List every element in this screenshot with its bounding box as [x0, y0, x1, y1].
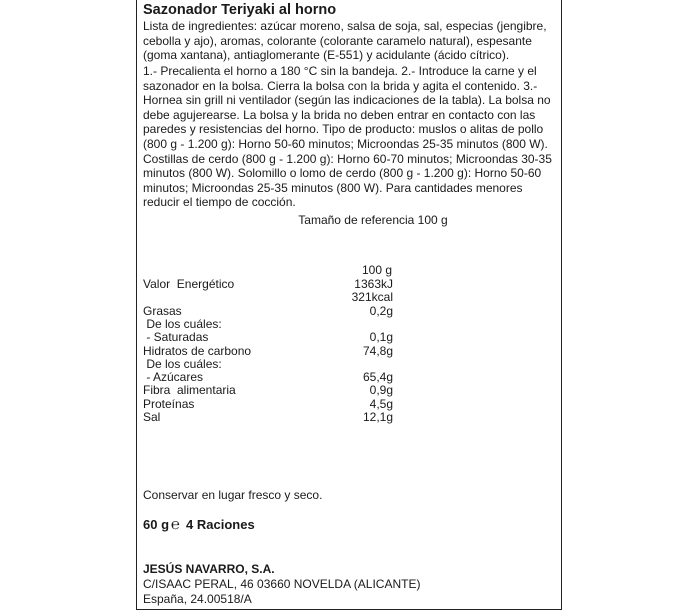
storage-instructions: Conservar en lugar fresco y seco.: [143, 488, 323, 502]
nutrient-label: Fibra alimentaria: [143, 383, 236, 398]
cooking-instructions: 1.- Precalienta el horno a 180 °C sin la bandeja. 2.- Introduce la carne y el sazonador en la bolsa. Cierra la bolsa con la brida y agita el contenido. 3.- Hornea sin grill ni ventilador (según las indicaciones de la tabla). La bolsa no debe agujerearse. La bolsa y la brida no deben entrar en contacto con las paredes y resistencias del horno. Tipo de producto: muslos o alitas de pollo (800 g - 1.200 g): Horno 50-60 minutos; Microondas 25-35 minutos (800 W). Costillas de cerdo (800 g - 1.200 g): Horno 60-70 minutos; Microondas 30-35 minutos (800 W). Solomillo o lomo de cerdo (800 g - 1.200 g): Horno 50-60 minutos; Microondas 25-35 minutos (800 W). Para cantidades menores reducir el tiempo de cocción.: [143, 64, 552, 210]
nutrient-label: Grasas: [143, 303, 182, 318]
manufacturer-name: JESÚS NAVARRO, S.A.: [143, 562, 275, 576]
nutrient-label: - Saturadas: [143, 330, 209, 345]
nutrient-label: Sal: [143, 410, 161, 424]
nutrition-row: [143, 357, 393, 371]
nutrition-row: [143, 410, 393, 424]
nutrition-row: [143, 383, 393, 397]
manufacturer-address: C/ISAAC PERAL, 46 03660 NOVELDA (ALICANTE): [143, 577, 421, 591]
nutrient-label: Hidratos de carbono: [143, 343, 252, 358]
nutrient-value: 321kcal: [351, 290, 393, 305]
nutrient-value: 74,8g: [362, 343, 393, 358]
nutrient-label: De los cuáles:: [143, 356, 222, 371]
servings: 4 Raciones: [186, 517, 255, 532]
product-label: [136, 0, 562, 610]
nutrition-column-header: 100 g: [362, 263, 393, 277]
nutrient-label: Valor Energético: [143, 277, 235, 291]
estimated-sign-icon: ℮: [171, 516, 181, 533]
nutrient-value: 0,9g: [369, 383, 393, 398]
nutrition-row: [143, 317, 393, 331]
nutrition-row: [143, 330, 393, 344]
ingredients-list: Lista de ingredientes: azúcar moreno, salsa de soja, sal, especias (jengibre, cebolla y ajo), aromas, colorante (colorante caramelo natural), espesante (goma xantana), antiaglomerante (E-551) y acidulante (ácido cítrico).: [143, 19, 547, 63]
nutrient-label: - Azúcares: [143, 370, 204, 385]
nutrient-label: Proteínas: [143, 396, 195, 411]
nutrition-row: [143, 370, 393, 384]
nutrient-value: 12,1g: [362, 410, 393, 424]
nutrition-row: [143, 397, 393, 411]
nutrient-value: 65,4g: [362, 370, 393, 385]
nutrient-value: 1363kJ: [354, 277, 393, 291]
nutrient-label: De los cuáles:: [143, 316, 222, 331]
nutrition-row: [143, 344, 393, 358]
reference-size: Tamaño de referencia 100 g: [298, 213, 448, 227]
product-title: Sazonador Teriyaki al horno: [143, 2, 337, 18]
nutrient-value: 0,2g: [369, 303, 393, 318]
nutrient-value: 0,1g: [369, 330, 393, 345]
manufacturer-registration: España, 24.00518/A: [143, 592, 252, 606]
nutrition-row: [143, 277, 393, 291]
nutrition-row: [143, 304, 393, 318]
nutrient-value: 4,5g: [369, 396, 393, 411]
nutrition-row: [143, 290, 393, 304]
net-weight: 60 g: [143, 517, 170, 532]
net-quantity: [143, 516, 255, 533]
